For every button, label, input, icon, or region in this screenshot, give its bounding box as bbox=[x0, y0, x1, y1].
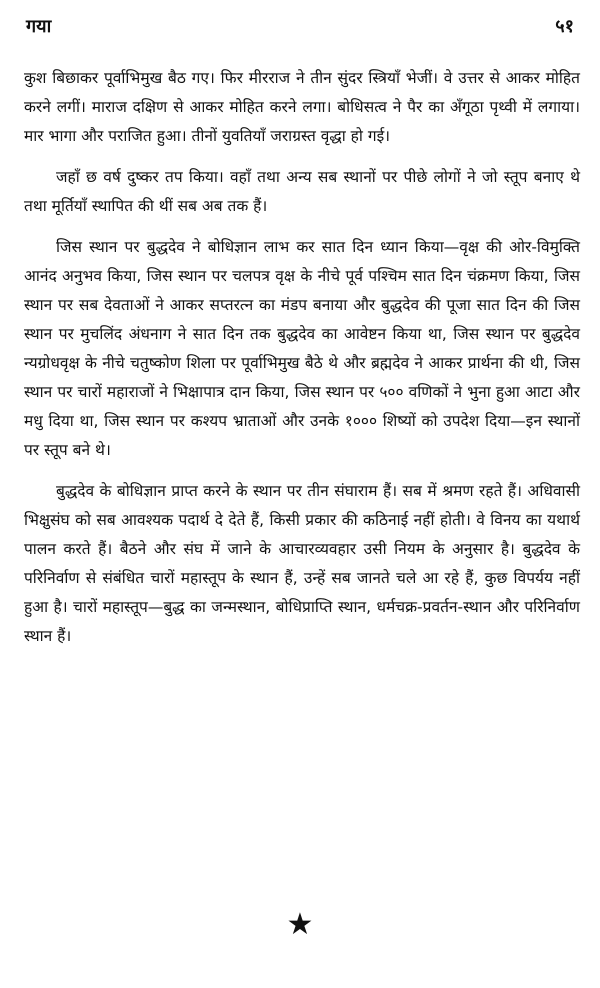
paragraph-3: जिस स्थान पर बुद्धदेव ने बोधिज्ञान लाभ कर सात दिन ध्यान किया—वृक्ष की ओर-विमुक्ति आनंद अनुभव किया, जिस स्थान पर चलपत्र वृक्ष के नीचे पूर्व पश्चिम सात दिन चंक्रमण किया, जिस स्थान पर सब देवताओं ने आकर सप्तरत्न का मंडप बनाया और बुद्धदेव की पूजा सात दिन की जिस स्थान पर मुचलिंद अंधनाग ने सात दिन तक बुद्धदेव का आवेष्टन किया था, जिस स्थान पर बुद्धदेव न्यग्रोधवृक्ष के नीचे चतुष्कोण शिला पर पूर्वाभिमुख बैठे थे और ब्रह्मदेव ने आकर प्रार्थना की थी, जिस स्थान पर चारों महाराजों ने भिक्षापात्र दान किया, जिस स्थान पर ५०० वणिकों ने भुना हुआ आटा और मधु दिया था, जिस स्थान पर कश्यप भ्राताओं और उनके १००० शिष्यों को उपदेश दिया—इन स्थानों पर स्तूप बने थे। bbox=[24, 238, 580, 459]
paragraph-2: जहाँ छ वर्ष दुष्कर तप किया। वहाँ तथा अन्य सब स्थानों पर पीछे लोगों ने जो स्तूप बनाए थे तथा मूर्तियाँ स्थापित की थीं सब अब तक हैं। bbox=[24, 168, 580, 215]
page-header bbox=[26, 14, 574, 44]
running-title: गया bbox=[26, 16, 52, 37]
paragraph-1: कुश बिछाकर पूर्वाभिमुख बैठ गए। फिर मीरराज ने तीन सुंदर स्त्रियाँ भेजीं। वे उत्तर से आकर मोहित करने लगीं। माराज दक्षिण से आकर मोहित करने लगा। बोधिसत्व ने पैर का अँगूठा पृथ्वी में लगाया। मार भागा और पराजित हुआ। तीनों युवतियाँ जराग्रस्त वृद्धा हो गई। bbox=[24, 69, 580, 145]
paragraph-4: बुद्धदेव के बोधिज्ञान प्राप्त करने के स्थान पर तीन संघाराम हैं। सब में श्रमण रहते हैं। अधिवासी भिक्षुसंघ को सब आवश्यक पदार्थ दे देते हैं, किसी प्रकार की कठिनाई नहीं होती। वे विनय का यथार्थ पालन करते हैं। बैठने और संघ में जाने के आचारव्यवहार उसी नियम के अनुसार है। बुद्धदेव के परिनिर्वाण से संबंधित चारों महास्तूप के स्थान हैं, उन्हें सब जानते चले आ रहे हैं, कुछ विपर्यय नहीं हुआ है। चारों महास्तूप—बुद्ध का जन्मस्थान, बोधिप्राप्ति स्थान, धर्मचक्र-प्रवर्तन-स्थान और परिनिर्वाण स्थान हैं। bbox=[24, 482, 580, 645]
star-ornament-icon: ★ bbox=[286, 907, 314, 942]
page-number: ५१ bbox=[555, 16, 574, 37]
body-text bbox=[24, 64, 580, 651]
